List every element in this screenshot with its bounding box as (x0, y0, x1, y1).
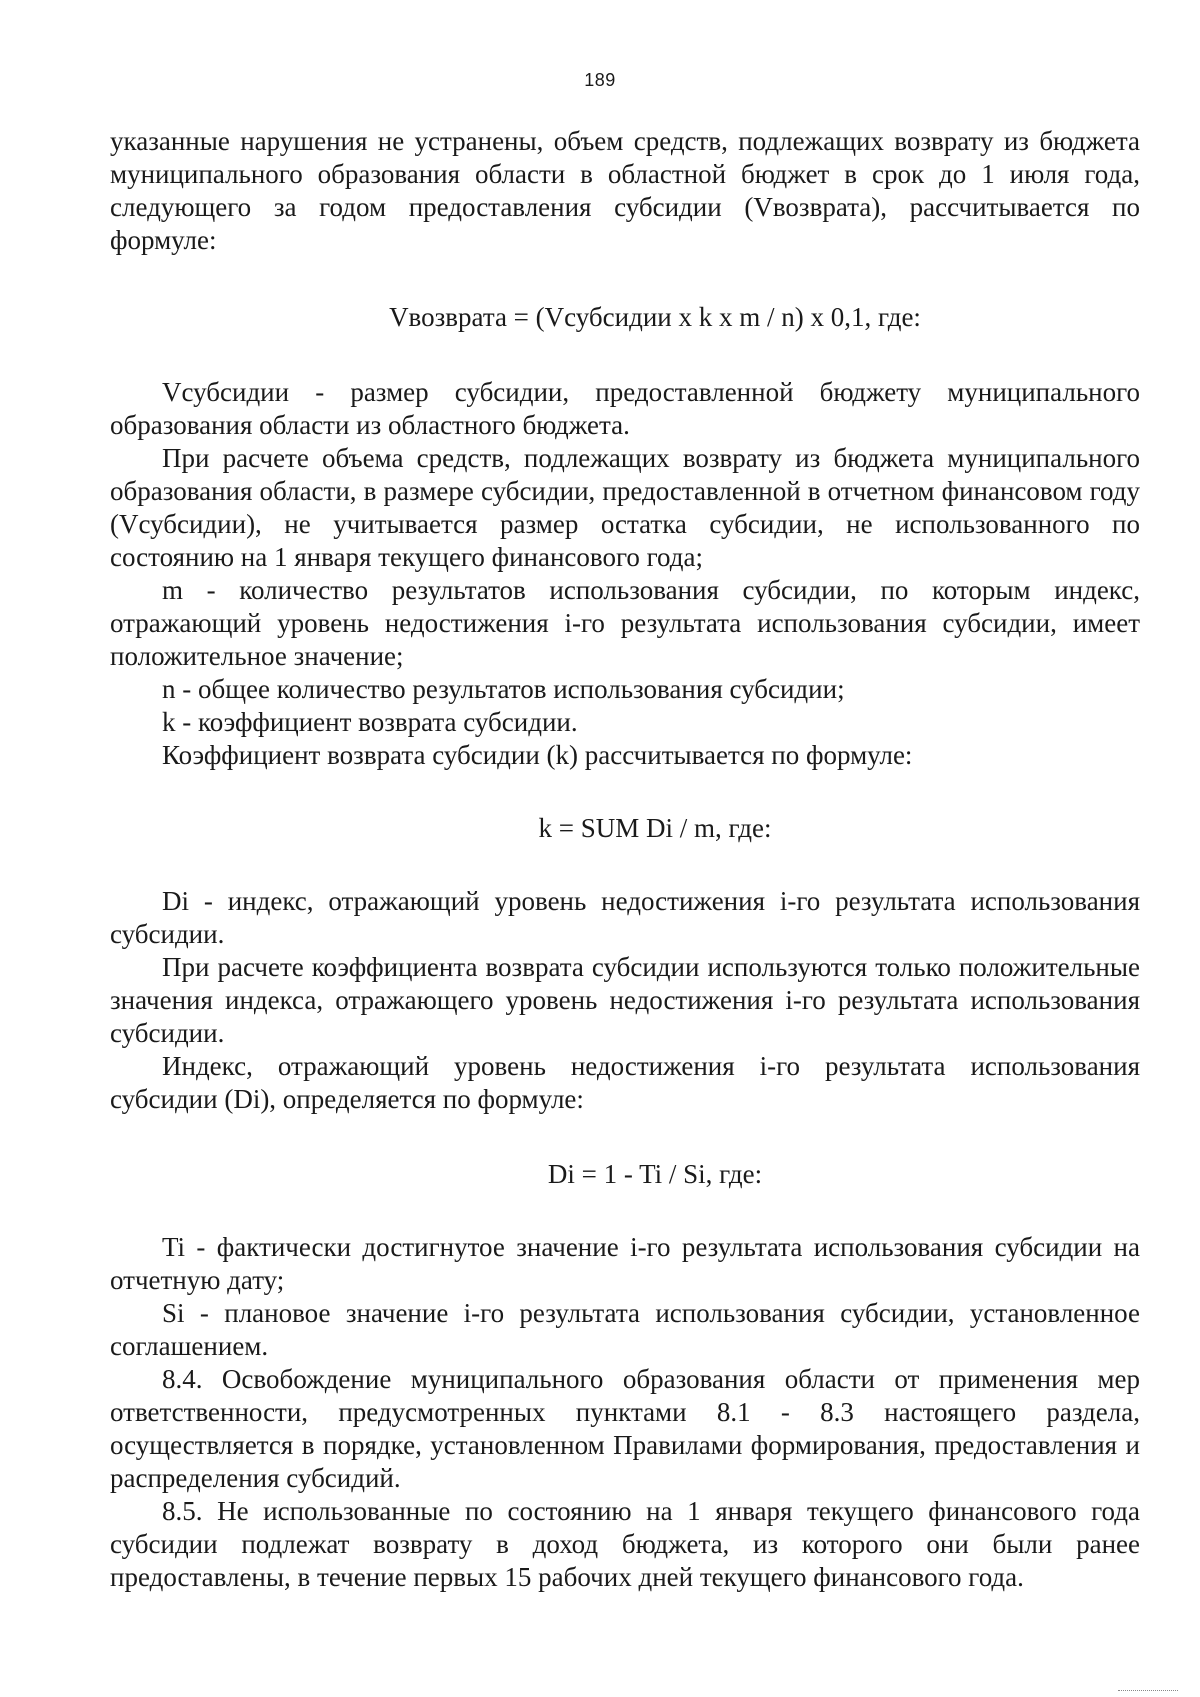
paragraph-ti-definition: Ti - фактически достигнутое значение i-го результата использования субсидии на отчетную дату; (110, 1232, 1140, 1295)
formula-di: Di = 1 - Ti / Si, где: (547, 1159, 763, 1189)
paragraph-n-definition: n - общее количество результатов использования субсидии; (162, 674, 845, 704)
paragraph-k-formula-intro: Коэффициент возврата субсидии (k) рассчитывается по формуле: (162, 740, 913, 770)
paragraph-k-calc-note: При расчете коэффициента возврата субсидии используются только положительные значения индекса, отражающего уровень недостижения i-го результата использования субсидии. (110, 952, 1140, 1048)
document-body (110, 125, 1140, 1594)
paragraph-di-definition: Di - индекс, отражающий уровень недостижения i-го результата использования субсидии. (110, 886, 1140, 949)
paragraph-si-definition: Si - плановое значение i-го результата использования субсидии, установленное соглашением. (110, 1298, 1140, 1361)
paragraph-v-subsidy: Vсубсидии - размер субсидии, предоставленной бюджету муниципального образования области из областного бюджета. (110, 377, 1140, 440)
paragraph-8-5: 8.5. Не использованные по состоянию на 1 января текущего финансового года субсидии подлежат возврату в доход бюджета, из которого они были ранее предоставлены, в течение первых 15 рабочих дней текущего финансового года. (110, 1496, 1140, 1592)
paragraph-k-definition: k - коэффициент возврата субсидии. (162, 707, 578, 737)
paragraph-m-definition: m - количество результатов использования субсидии, по которым индекс, отражающий уровень недостижения i-го результата использования субсидии, имеет положительное значение; (110, 575, 1140, 671)
scan-artifact (1118, 1680, 1178, 1691)
paragraph-8-4: 8.4. Освобождение муниципального образования области от применения мер ответственности, предусмотренных пунктами 8.1 - 8.3 настоящего раздела, осуществляется в порядке, установленном Правилами формирования, предоставления и распределения субсидий. (110, 1364, 1140, 1493)
paragraph-intro: указанные нарушения не устранены, объем средств, подлежащих возврату из бюджета муниципального образования области в областной бюджет в срок до 1 июля года, следующего за годом предоставления субсидии (Vвозврата), рассчитывается по формуле: (110, 126, 1140, 255)
paragraph-calc-note: При расчете объема средств, подлежащих возврату из бюджета муниципального образования области, в размере субсидии, предоставленной в отчетном финансовом году (Vсубсидии), не учитывается размер остатка субсидии, не использованного по состоянию на 1 января текущего финансового года; (110, 443, 1140, 572)
formula-k: k = SUM Di / m, где: (538, 813, 772, 843)
page-number: 189 (584, 70, 616, 90)
paragraph-di-formula-intro: Индекс, отражающий уровень недостижения i-го результата использования субсидии (Di), определяется по формуле: (110, 1051, 1140, 1114)
formula-v-return: Vвозврата = (Vсубсидии x k x m / n) x 0,1, где: (389, 302, 921, 332)
